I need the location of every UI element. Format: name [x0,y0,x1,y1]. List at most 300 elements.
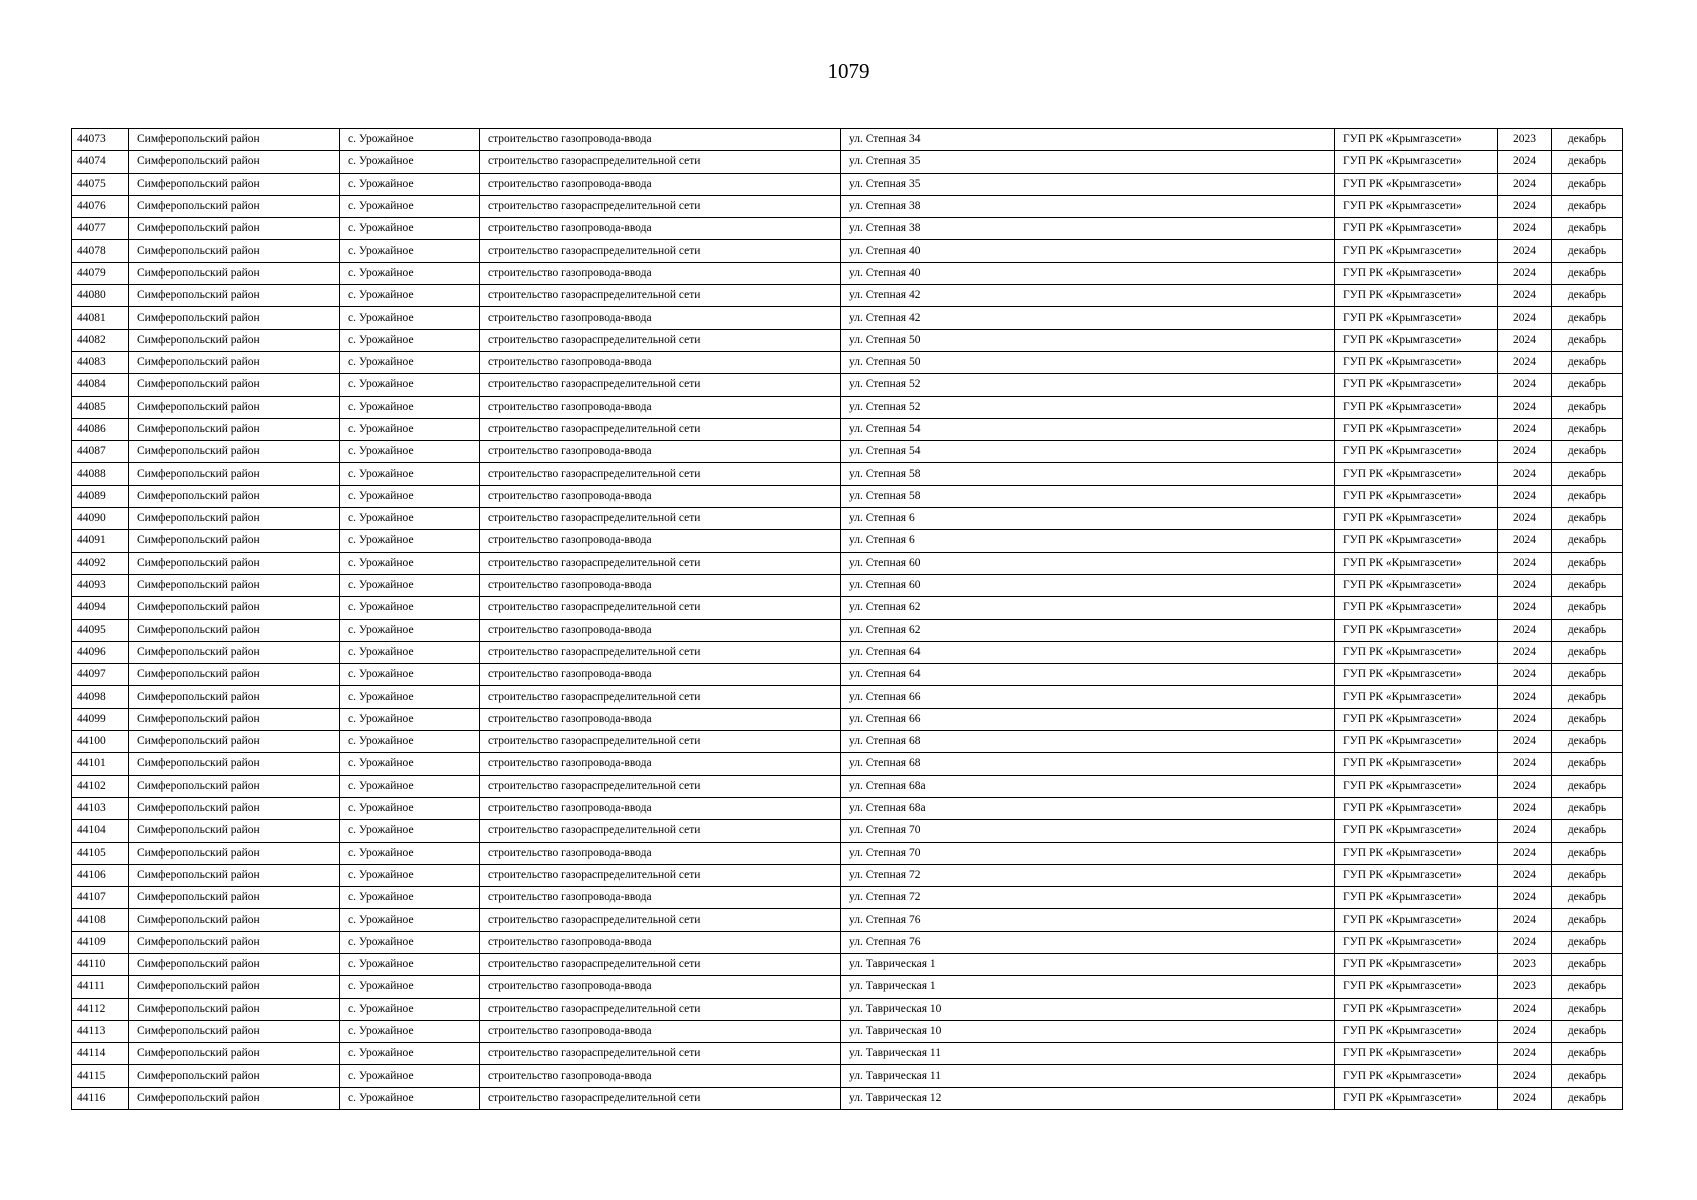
month-cell: декабрь [1552,1065,1623,1087]
work-type-cell: строительство газопровода-ввода [480,842,841,864]
month-cell: декабрь [1552,307,1623,329]
settlement-cell: с. Урожайное [340,909,480,931]
row-number-cell: 44105 [72,842,129,864]
address-cell: ул. Степная 34 [841,129,1335,151]
district-cell: Симферопольский район [129,530,340,552]
organization-cell: ГУП РК «Крымгазсети» [1335,909,1498,931]
district-cell: Симферопольский район [129,307,340,329]
organization-cell: ГУП РК «Крымгазсети» [1335,485,1498,507]
work-type-cell: строительство газопровода-ввода [480,218,841,240]
settlement-cell: с. Урожайное [340,708,480,730]
table-row [72,151,1623,173]
year-cell: 2024 [1498,463,1552,485]
month-cell: декабрь [1552,931,1623,953]
address-cell: ул. Степная 40 [841,262,1335,284]
organization-cell: ГУП РК «Крымгазсети» [1335,351,1498,373]
year-cell: 2024 [1498,396,1552,418]
district-cell: Симферопольский район [129,240,340,262]
work-type-cell: строительство газопровода-ввода [480,530,841,552]
work-type-cell: строительство газораспределительной сети [480,731,841,753]
district-cell: Симферопольский район [129,931,340,953]
work-type-cell: строительство газораспределительной сети [480,552,841,574]
month-cell: декабрь [1552,976,1623,998]
work-type-cell: строительство газопровода-ввода [480,351,841,373]
address-cell: ул. Степная 35 [841,151,1335,173]
work-type-cell: строительство газораспределительной сети [480,463,841,485]
table-row [72,195,1623,217]
settlement-cell: с. Урожайное [340,1087,480,1109]
row-number-cell: 44097 [72,664,129,686]
table-row [72,775,1623,797]
settlement-cell: с. Урожайное [340,240,480,262]
table-row [72,240,1623,262]
year-cell: 2024 [1498,864,1552,886]
district-cell: Симферопольский район [129,864,340,886]
year-cell: 2024 [1498,931,1552,953]
district-cell: Симферопольский район [129,731,340,753]
settlement-cell: с. Урожайное [340,797,480,819]
settlement-cell: с. Урожайное [340,953,480,975]
district-cell: Симферопольский район [129,820,340,842]
settlement-cell: с. Урожайное [340,552,480,574]
year-cell: 2024 [1498,820,1552,842]
month-cell: декабрь [1552,285,1623,307]
settlement-cell: с. Урожайное [340,351,480,373]
address-cell: ул. Степная 52 [841,374,1335,396]
row-number-cell: 44111 [72,976,129,998]
district-cell: Симферопольский район [129,597,340,619]
year-cell: 2024 [1498,775,1552,797]
work-type-cell: строительство газопровода-ввода [480,887,841,909]
month-cell: декабрь [1552,1087,1623,1109]
address-cell: ул. Степная 72 [841,864,1335,886]
row-number-cell: 44090 [72,508,129,530]
address-cell: ул. Степная 66 [841,708,1335,730]
address-cell: ул. Степная 52 [841,396,1335,418]
settlement-cell: с. Урожайное [340,820,480,842]
gas-works-table [71,128,1623,1110]
district-cell: Симферопольский район [129,887,340,909]
row-number-cell: 44075 [72,173,129,195]
organization-cell: ГУП РК «Крымгазсети» [1335,753,1498,775]
district-cell: Симферопольский район [129,151,340,173]
table-row [72,820,1623,842]
work-type-cell: строительство газопровода-ввода [480,307,841,329]
address-cell: ул. Степная 64 [841,641,1335,663]
district-cell: Симферопольский район [129,129,340,151]
row-number-cell: 44104 [72,820,129,842]
row-number-cell: 44102 [72,775,129,797]
settlement-cell: с. Урожайное [340,173,480,195]
month-cell: декабрь [1552,842,1623,864]
month-cell: декабрь [1552,262,1623,284]
work-type-cell: строительство газораспределительной сети [480,820,841,842]
district-cell: Симферопольский район [129,1043,340,1065]
address-cell: ул. Степная 66 [841,686,1335,708]
table-row [72,976,1623,998]
work-type-cell: строительство газопровода-ввода [480,797,841,819]
month-cell: декабрь [1552,909,1623,931]
settlement-cell: с. Урожайное [340,441,480,463]
row-number-cell: 44099 [72,708,129,730]
settlement-cell: с. Урожайное [340,262,480,284]
row-number-cell: 44106 [72,864,129,886]
settlement-cell: с. Урожайное [340,218,480,240]
row-number-cell: 44080 [72,285,129,307]
row-number-cell: 44079 [72,262,129,284]
row-number-cell: 44113 [72,1020,129,1042]
work-type-cell: строительство газопровода-ввода [480,173,841,195]
settlement-cell: с. Урожайное [340,374,480,396]
row-number-cell: 44095 [72,619,129,641]
district-cell: Симферопольский район [129,218,340,240]
table-row [72,909,1623,931]
table-row [72,173,1623,195]
month-cell: декабрь [1552,641,1623,663]
district-cell: Симферопольский район [129,953,340,975]
month-cell: декабрь [1552,797,1623,819]
year-cell: 2024 [1498,530,1552,552]
settlement-cell: с. Урожайное [340,664,480,686]
year-cell: 2024 [1498,641,1552,663]
month-cell: декабрь [1552,775,1623,797]
settlement-cell: с. Урожайное [340,619,480,641]
district-cell: Симферопольский район [129,374,340,396]
district-cell: Симферопольский район [129,976,340,998]
district-cell: Симферопольский район [129,686,340,708]
work-type-cell: строительство газопровода-ввода [480,664,841,686]
year-cell: 2024 [1498,1087,1552,1109]
work-type-cell: строительство газопровода-ввода [480,1020,841,1042]
settlement-cell: с. Урожайное [340,1065,480,1087]
organization-cell: ГУП РК «Крымгазсети» [1335,1065,1498,1087]
table-row [72,285,1623,307]
district-cell: Симферопольский район [129,1087,340,1109]
settlement-cell: с. Урожайное [340,485,480,507]
year-cell: 2024 [1498,218,1552,240]
year-cell: 2024 [1498,731,1552,753]
settlement-cell: с. Урожайное [340,129,480,151]
settlement-cell: с. Урожайное [340,641,480,663]
address-cell: ул. Степная 54 [841,418,1335,440]
organization-cell: ГУП РК «Крымгазсети» [1335,329,1498,351]
row-number-cell: 44116 [72,1087,129,1109]
organization-cell: ГУП РК «Крымгазсети» [1335,1020,1498,1042]
table-row [72,753,1623,775]
year-cell: 2024 [1498,842,1552,864]
work-type-cell: строительство газопровода-ввода [480,976,841,998]
address-cell: ул. Таврическая 12 [841,1087,1335,1109]
row-number-cell: 44087 [72,441,129,463]
work-type-cell: строительство газораспределительной сети [480,240,841,262]
address-cell: ул. Степная 35 [841,173,1335,195]
year-cell: 2024 [1498,195,1552,217]
organization-cell: ГУП РК «Крымгазсети» [1335,463,1498,485]
row-number-cell: 44091 [72,530,129,552]
address-cell: ул. Степная 42 [841,307,1335,329]
year-cell: 2024 [1498,1043,1552,1065]
table-row [72,552,1623,574]
month-cell: декабрь [1552,441,1623,463]
table-row [72,1087,1623,1109]
row-number-cell: 44085 [72,396,129,418]
row-number-cell: 44098 [72,686,129,708]
row-number-cell: 44107 [72,887,129,909]
row-number-cell: 44078 [72,240,129,262]
work-type-cell: строительство газораспределительной сети [480,508,841,530]
organization-cell: ГУП РК «Крымгазсети» [1335,418,1498,440]
work-type-cell: строительство газопровода-ввода [480,619,841,641]
work-type-cell: строительство газораспределительной сети [480,775,841,797]
year-cell: 2024 [1498,664,1552,686]
month-cell: декабрь [1552,686,1623,708]
district-cell: Симферопольский район [129,1020,340,1042]
organization-cell: ГУП РК «Крымгазсети» [1335,374,1498,396]
year-cell: 2024 [1498,552,1552,574]
district-cell: Симферопольский район [129,418,340,440]
settlement-cell: с. Урожайное [340,195,480,217]
address-cell: ул. Степная 60 [841,574,1335,596]
district-cell: Симферопольский район [129,708,340,730]
address-cell: ул. Степная 58 [841,463,1335,485]
row-number-cell: 44103 [72,797,129,819]
work-type-cell: строительство газопровода-ввода [480,129,841,151]
address-cell: ул. Степная 50 [841,329,1335,351]
row-number-cell: 44084 [72,374,129,396]
month-cell: декабрь [1552,574,1623,596]
year-cell: 2024 [1498,508,1552,530]
address-cell: ул. Степная 58 [841,485,1335,507]
table-row [72,1043,1623,1065]
organization-cell: ГУП РК «Крымгазсети» [1335,530,1498,552]
address-cell: ул. Таврическая 10 [841,998,1335,1020]
district-cell: Симферопольский район [129,463,340,485]
year-cell: 2024 [1498,574,1552,596]
address-cell: ул. Степная 64 [841,664,1335,686]
organization-cell: ГУП РК «Крымгазсети» [1335,508,1498,530]
year-cell: 2024 [1498,909,1552,931]
work-type-cell: строительство газопровода-ввода [480,485,841,507]
year-cell: 2024 [1498,708,1552,730]
organization-cell: ГУП РК «Крымгазсети» [1335,731,1498,753]
organization-cell: ГУП РК «Крымгазсети» [1335,641,1498,663]
district-cell: Симферопольский район [129,619,340,641]
organization-cell: ГУП РК «Крымгазсети» [1335,931,1498,953]
row-number-cell: 44073 [72,129,129,151]
row-number-cell: 44081 [72,307,129,329]
address-cell: ул. Степная 68 [841,731,1335,753]
address-cell: ул. Степная 40 [841,240,1335,262]
work-type-cell: строительство газопровода-ввода [480,396,841,418]
year-cell: 2024 [1498,307,1552,329]
organization-cell: ГУП РК «Крымгазсети» [1335,195,1498,217]
table-row [72,1020,1623,1042]
year-cell: 2024 [1498,151,1552,173]
month-cell: декабрь [1552,508,1623,530]
row-number-cell: 44086 [72,418,129,440]
month-cell: декабрь [1552,953,1623,975]
address-cell: ул. Таврическая 1 [841,976,1335,998]
district-cell: Симферопольский район [129,664,340,686]
month-cell: декабрь [1552,351,1623,373]
district-cell: Симферопольский район [129,1065,340,1087]
year-cell: 2024 [1498,753,1552,775]
month-cell: декабрь [1552,597,1623,619]
month-cell: декабрь [1552,1043,1623,1065]
month-cell: декабрь [1552,552,1623,574]
work-type-cell: строительство газопровода-ввода [480,1065,841,1087]
settlement-cell: с. Урожайное [340,329,480,351]
row-number-cell: 44074 [72,151,129,173]
address-cell: ул. Степная 70 [841,820,1335,842]
address-cell: ул. Степная 76 [841,931,1335,953]
table-row [72,307,1623,329]
month-cell: декабрь [1552,619,1623,641]
district-cell: Симферопольский район [129,998,340,1020]
month-cell: декабрь [1552,463,1623,485]
work-type-cell: строительство газораспределительной сети [480,998,841,1020]
year-cell: 2023 [1498,129,1552,151]
address-cell: ул. Степная 38 [841,218,1335,240]
table-row [72,262,1623,284]
year-cell: 2024 [1498,998,1552,1020]
organization-cell: ГУП РК «Крымгазсети» [1335,842,1498,864]
district-cell: Симферопольский район [129,485,340,507]
row-number-cell: 44094 [72,597,129,619]
year-cell: 2024 [1498,351,1552,373]
row-number-cell: 44112 [72,998,129,1020]
address-cell: ул. Степная 68 [841,753,1335,775]
settlement-cell: с. Урожайное [340,1020,480,1042]
year-cell: 2024 [1498,173,1552,195]
row-number-cell: 44082 [72,329,129,351]
district-cell: Симферопольский район [129,552,340,574]
address-cell: ул. Степная 42 [841,285,1335,307]
row-number-cell: 44083 [72,351,129,373]
settlement-cell: с. Урожайное [340,1043,480,1065]
settlement-cell: с. Урожайное [340,686,480,708]
organization-cell: ГУП РК «Крымгазсети» [1335,441,1498,463]
district-cell: Симферопольский район [129,285,340,307]
table-row [72,686,1623,708]
work-type-cell: строительство газораспределительной сети [480,686,841,708]
month-cell: декабрь [1552,396,1623,418]
organization-cell: ГУП РК «Крымгазсети» [1335,285,1498,307]
settlement-cell: с. Урожайное [340,842,480,864]
organization-cell: ГУП РК «Крымгазсети» [1335,396,1498,418]
year-cell: 2024 [1498,374,1552,396]
work-type-cell: строительство газораспределительной сети [480,329,841,351]
address-cell: ул. Степная 76 [841,909,1335,931]
address-cell: ул. Таврическая 10 [841,1020,1335,1042]
address-cell: ул. Степная 72 [841,887,1335,909]
district-cell: Симферопольский район [129,797,340,819]
year-cell: 2024 [1498,240,1552,262]
row-number-cell: 44114 [72,1043,129,1065]
year-cell: 2024 [1498,485,1552,507]
district-cell: Симферопольский район [129,574,340,596]
year-cell: 2024 [1498,1065,1552,1087]
organization-cell: ГУП РК «Крымгазсети» [1335,129,1498,151]
table-row [72,1065,1623,1087]
document-table-wrapper [71,128,1623,1110]
row-number-cell: 44101 [72,753,129,775]
district-cell: Симферопольский район [129,441,340,463]
organization-cell: ГУП РК «Крымгазсети» [1335,953,1498,975]
district-cell: Симферопольский район [129,173,340,195]
month-cell: декабрь [1552,731,1623,753]
settlement-cell: с. Урожайное [340,976,480,998]
work-type-cell: строительство газораспределительной сети [480,597,841,619]
year-cell: 2024 [1498,441,1552,463]
table-row [72,708,1623,730]
organization-cell: ГУП РК «Крымгазсети» [1335,797,1498,819]
settlement-cell: с. Урожайное [340,530,480,552]
work-type-cell: строительство газораспределительной сети [480,374,841,396]
address-cell: ул. Степная 54 [841,441,1335,463]
organization-cell: ГУП РК «Крымгазсети» [1335,574,1498,596]
address-cell: ул. Степная 68а [841,797,1335,819]
work-type-cell: строительство газораспределительной сети [480,151,841,173]
settlement-cell: с. Урожайное [340,864,480,886]
table-row [72,931,1623,953]
organization-cell: ГУП РК «Крымгазсети» [1335,686,1498,708]
month-cell: декабрь [1552,530,1623,552]
year-cell: 2024 [1498,887,1552,909]
year-cell: 2024 [1498,285,1552,307]
table-row [72,998,1623,1020]
work-type-cell: строительство газопровода-ввода [480,441,841,463]
settlement-cell: с. Урожайное [340,463,480,485]
table-row [72,953,1623,975]
work-type-cell: строительство газораспределительной сети [480,953,841,975]
table-row [72,463,1623,485]
table-row [72,797,1623,819]
table-row [72,530,1623,552]
year-cell: 2024 [1498,262,1552,284]
table-row [72,664,1623,686]
table-row [72,329,1623,351]
district-cell: Симферопольский район [129,842,340,864]
address-cell: ул. Таврическая 1 [841,953,1335,975]
work-type-cell: строительство газораспределительной сети [480,195,841,217]
settlement-cell: с. Урожайное [340,574,480,596]
settlement-cell: с. Урожайное [340,151,480,173]
table-row [72,396,1623,418]
month-cell: декабрь [1552,1020,1623,1042]
settlement-cell: с. Урожайное [340,597,480,619]
address-cell: ул. Степная 50 [841,351,1335,373]
table-row [72,619,1623,641]
year-cell: 2023 [1498,976,1552,998]
address-cell: ул. Таврическая 11 [841,1065,1335,1087]
work-type-cell: строительство газораспределительной сети [480,1043,841,1065]
year-cell: 2024 [1498,619,1552,641]
address-cell: ул. Таврическая 11 [841,1043,1335,1065]
organization-cell: ГУП РК «Крымгазсети» [1335,864,1498,886]
district-cell: Симферопольский район [129,753,340,775]
settlement-cell: с. Урожайное [340,731,480,753]
work-type-cell: строительство газопровода-ввода [480,262,841,284]
settlement-cell: с. Урожайное [340,887,480,909]
month-cell: декабрь [1552,753,1623,775]
address-cell: ул. Степная 60 [841,552,1335,574]
organization-cell: ГУП РК «Крымгазсети» [1335,597,1498,619]
organization-cell: ГУП РК «Крымгазсети» [1335,218,1498,240]
month-cell: декабрь [1552,864,1623,886]
row-number-cell: 44100 [72,731,129,753]
table-row [72,441,1623,463]
